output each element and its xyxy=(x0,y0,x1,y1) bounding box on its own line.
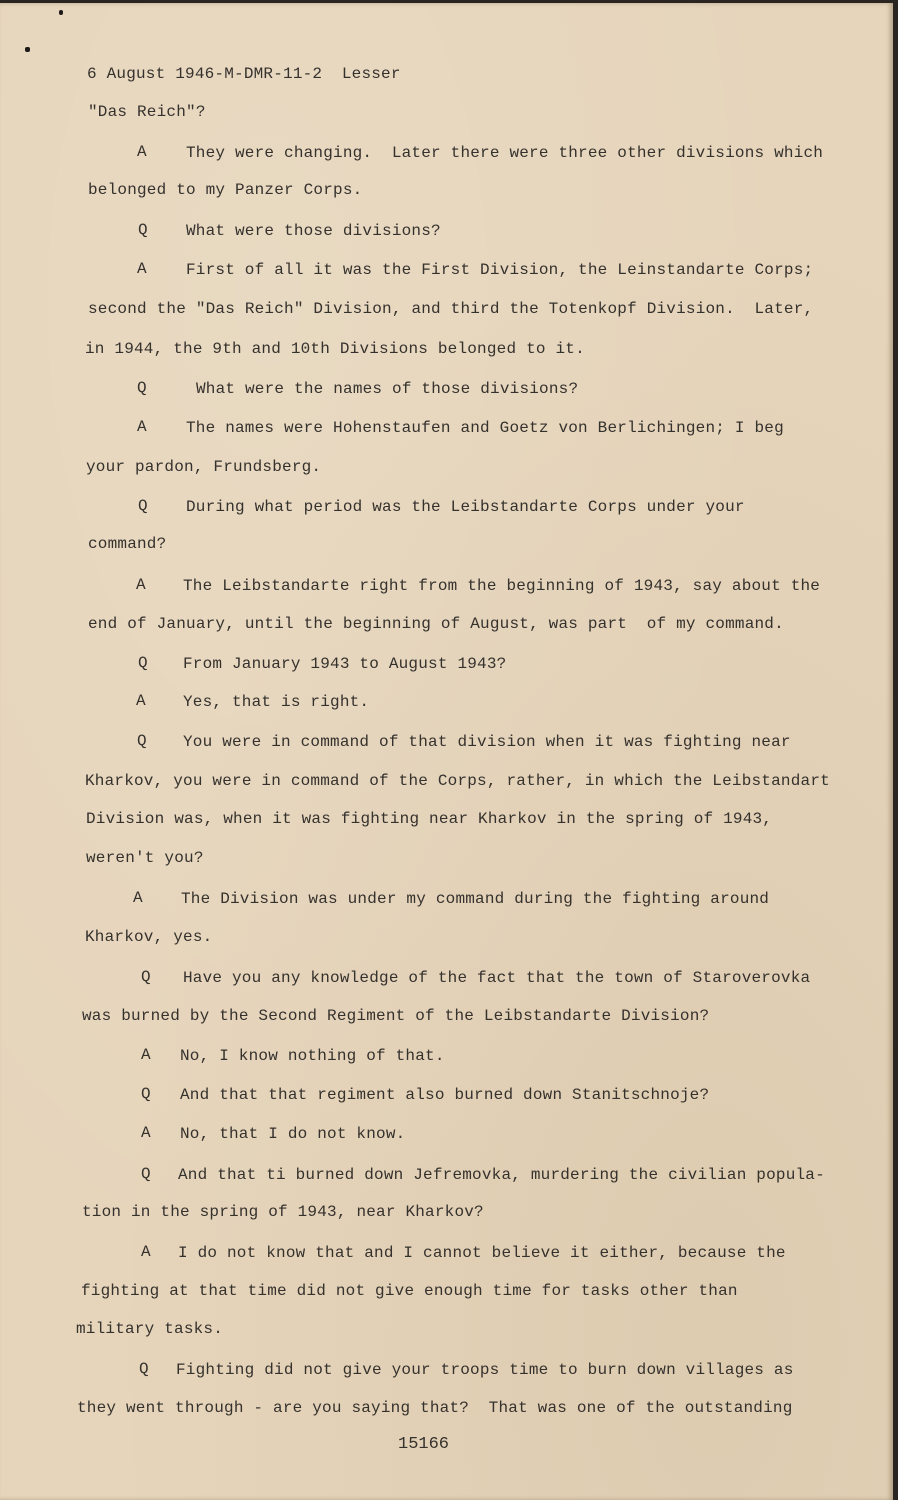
transcript-line: First of all it was the First Division, the Leinstandarte Corps; xyxy=(186,261,814,279)
transcript-line: No, that I do not know. xyxy=(180,1125,406,1143)
question-marker: Q xyxy=(141,1085,151,1103)
transcript-line: Division was, when it was fighting near Kharkov in the spring of 1943, xyxy=(86,810,773,828)
transcript-line: I do not know that and I cannot believe it either, because the xyxy=(178,1244,786,1262)
answer-marker: A xyxy=(137,418,147,436)
ink-speck xyxy=(59,10,63,15)
transcript-line: What were those divisions? xyxy=(186,222,441,240)
transcript-line: second the "Das Reich" Division, and third the Totenkopf Division. Later, xyxy=(88,300,814,318)
transcript-line: "Das Reich"? xyxy=(88,103,206,121)
answer-marker: A xyxy=(137,260,147,278)
transcript-line: You were in command of that division when it was fighting near xyxy=(183,733,791,751)
ink-speck xyxy=(25,47,30,52)
transcript-line: they went through - are you saying that? That was one of the outstanding xyxy=(77,1399,793,1417)
transcript-line: The Division was under my command during the fighting around xyxy=(181,890,770,908)
answer-marker: A xyxy=(136,692,146,710)
transcript-line: And that that regiment also burned down Stanitschnoje? xyxy=(180,1086,710,1104)
question-marker: Q xyxy=(141,968,151,986)
answer-marker: A xyxy=(141,1124,151,1142)
question-marker: Q xyxy=(137,379,147,397)
answer-marker: A xyxy=(133,889,143,907)
transcript-line: The names were Hohenstaufen and Goetz von Berlichingen; I beg xyxy=(186,419,784,437)
transcript-line: Kharkov, yes. xyxy=(85,928,213,946)
question-marker: Q xyxy=(138,654,148,672)
transcript-line: No, I know nothing of that. xyxy=(180,1047,445,1065)
transcript-line: Yes, that is right. xyxy=(183,693,370,711)
answer-marker: A xyxy=(137,143,147,161)
document-header: 6 August 1946-M-DMR-11-2 Lesser xyxy=(87,65,401,83)
question-marker: Q xyxy=(138,221,148,239)
transcript-line: your pardon, Frundsberg. xyxy=(86,458,322,476)
transcript-line: was burned by the Second Regiment of the Leibstandarte Division? xyxy=(82,1007,710,1025)
answer-marker: A xyxy=(141,1046,151,1064)
transcript-line: Have you any knowledge of the fact that the town of Staroverovka xyxy=(183,969,811,987)
transcript-line: tion in the spring of 1943, near Kharkov? xyxy=(82,1203,484,1221)
transcript-line: Fighting did not give your troops time to burn down villages as xyxy=(176,1361,794,1379)
question-marker: Q xyxy=(141,1165,151,1183)
transcript-line: in 1944, the 9th and 10th Divisions belonged to it. xyxy=(85,340,585,358)
question-marker: Q xyxy=(138,497,148,515)
transcript-line: During what period was the Leibstandarte Corps under your xyxy=(186,498,745,516)
transcript-line: They were changing. Later there were three other divisions which xyxy=(186,144,824,162)
transcript-line: military tasks. xyxy=(76,1320,224,1338)
transcript-line: What were the names of those divisions? xyxy=(196,380,579,398)
transcript-line: The Leibstandarte right from the beginning of 1943, say about the xyxy=(183,577,821,595)
question-marker: Q xyxy=(137,732,147,750)
transcript-line: end of January, until the beginning of August, was part of my command. xyxy=(88,615,784,633)
transcript-line: Kharkov, you were in command of the Corps, rather, in which the Leibstandart xyxy=(85,772,830,790)
transcript-line: belonged to my Panzer Corps. xyxy=(88,181,363,199)
transcript-line: fighting at that time did not give enough time for tasks other than xyxy=(81,1282,738,1300)
transcript-line: command? xyxy=(88,535,167,553)
answer-marker: A xyxy=(136,576,146,594)
answer-marker: A xyxy=(141,1243,151,1261)
page-number: 15166 xyxy=(398,1435,450,1454)
transcript-line: weren't you? xyxy=(86,849,204,867)
transcript-line: And that ti burned down Jefremovka, murdering the civilian popula- xyxy=(178,1166,825,1184)
document-page xyxy=(0,3,893,1500)
transcript-line: From January 1943 to August 1943? xyxy=(183,655,507,673)
question-marker: Q xyxy=(139,1360,149,1378)
